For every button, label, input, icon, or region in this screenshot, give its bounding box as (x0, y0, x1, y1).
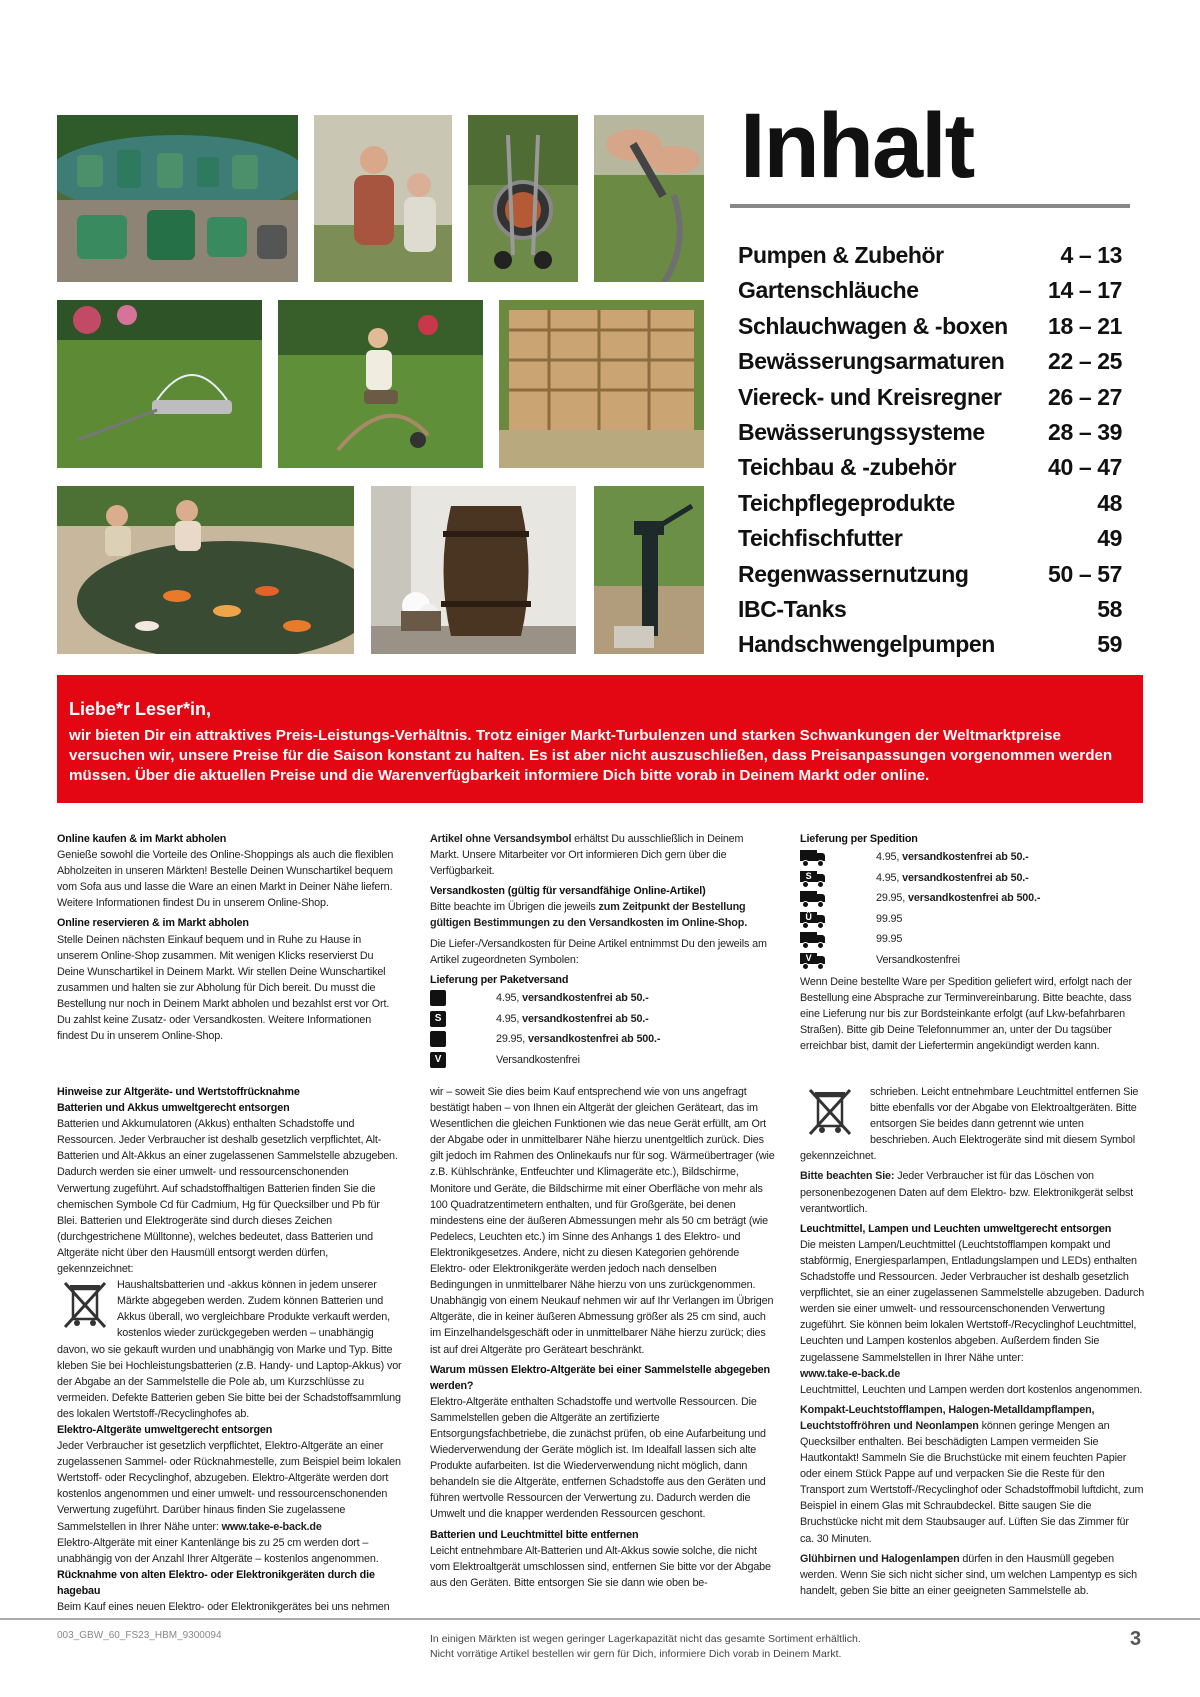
toc-entry-label: Regenwassernutzung (738, 560, 969, 587)
section-heading: Batterien und Akkus umweltgerecht entsorgen (57, 1102, 290, 1115)
section-heading: Elektro-Altgeräte umweltgerecht entsorgen (57, 1423, 273, 1436)
truck-pallet-icon (800, 931, 826, 947)
freight-option: 29.95, versandkostenfrei ab 500.- (800, 888, 1145, 909)
banner-text: wir bieten Dir ein attraktives Preis-Leistungs-Verhältnis. Trotz einiger Markt-Turbulenzen und starken Schwankungen der Weltmarktpreise versuchen wir, unsere Preise für die Saison konstant zu halten. Es ist aber nicht auszuschließen, dass Preisanpassungen vorgenommen werden müssen. Über die aktuellen Preise und die Warenverfügbarkeit informiere Dich bitte vorab in Deinem Markt oder online. (69, 727, 1113, 784)
parcel-option: S 4.95, versandkostenfrei ab 50.- (430, 1008, 775, 1029)
toc-entry-pages: 59 (1097, 631, 1122, 658)
toc-entry[interactable] (738, 384, 1122, 419)
section-heading: Batterien und Leuchtmittel bitte entfernen (430, 1528, 639, 1541)
section-text: Artikel ohne Versandsymbol erhältst Du ausschließlich in Deinem Markt. Unsere Mitarbeiter vor Ort informieren Dich gern über die Verfügbarkeit. (430, 833, 744, 878)
toc-entry-pages: 48 (1097, 489, 1122, 516)
footer-code: 003_GBW_60_FS23_HBM_9300094 (57, 1630, 222, 1641)
toc-entry-pages: 50 – 57 (1048, 560, 1122, 587)
reader-notice-banner (57, 675, 1143, 803)
disposal-column-3 (800, 1084, 1145, 1599)
photo-family-garden-hose (314, 115, 452, 282)
toc-entry-label: Teichbau & -zubehör (738, 454, 957, 481)
toc-entry[interactable] (738, 348, 1122, 383)
footer-note-line: In einigen Märkten ist wegen geringer Lagerkapazität nicht das gesamte Sortiment erhältlich. (430, 1633, 861, 1645)
photo-rain-barrel (371, 486, 576, 654)
truck-icon (800, 849, 826, 865)
toc-entry[interactable] (738, 242, 1122, 277)
toc-entry[interactable] (738, 490, 1122, 525)
section-text: Elektro-Altgeräte mit einer Kantenlänge bis zu 25 cm werden dort – unabhängig von der Anzahl Ihrer Altgeräte – kostenlos angenommen. (57, 1536, 379, 1565)
banner-greeting: Liebe*r Leser*in, (69, 699, 212, 719)
crossed-out-bin-icon (61, 1279, 109, 1331)
footer-divider (0, 1618, 1200, 1620)
section-text: Leuchtmittel, Leuchten und Lampen werden dort kostenlos angenommen. (800, 1383, 1143, 1396)
toc-entry-label: Pumpen & Zubehör (738, 242, 944, 268)
photo-children-koi-pond (57, 486, 354, 654)
toc-entry[interactable] (738, 419, 1122, 454)
section-text: Die meisten Lampen/Leuchtmittel (Leuchtstofflampen kompakt und stabförmig, Energiesparlampen, Entladungslampen und LEDs) enthalten Schadstoffe und Ressourcen. Jeder Verbraucher ist deshalb gesetzlich verpflichtet, sie an einer zugelassenen Sammelstelle abzugeben. Dadurch werden sie einer umwelt- und ressourcenschonenden Verwertung zugeführt. Sie können beim lokalen Wertstoff-/Recyclinghof Leuchtmittel, Leuchten und Lampen kostenlos abgeben. Außerdem finden Sie zugelassene Sammelstellen in Ihrer Nähe unter: (800, 1238, 1145, 1364)
section-text: Die Liefer-/Versandkosten für Deine Artikel entnimmst Du den jeweils am Artikel zugeordneten Symbolen: (430, 937, 767, 966)
footer-note-line: Nicht vorrätige Artikel bestellen wir gern für Dich, informiere Dich vorab in Deinem Markt. (430, 1648, 842, 1660)
toc-entry-pages: 4 – 13 (1060, 242, 1122, 268)
toc-entry-label: Viereck- und Kreisregner (738, 383, 1002, 410)
section-text: Beim Kauf eines neuen Elektro- oder Elektronikgerätes bei uns nehmen (57, 1601, 390, 1613)
toc-entry-pages: 18 – 21 (1048, 312, 1122, 339)
parcel-s-icon: S (430, 1011, 446, 1027)
info-column-freight (800, 831, 1145, 1055)
photo-hands-hose-nozzle (594, 115, 704, 282)
truck-large-icon (800, 890, 826, 906)
section-text: Haushaltsbatterien und -akkus können in jedem unserer Märkte abgegeben werden. Zudem können Batterien und Akkus überall, wo vergleichbare Produkte verkauft werden, kostenlos wieder zurückgegeben werden – unabhängig davon, wo sie gekauft wurden und unabhängig von Marke und Typ. Bitte kleben Sie bei Hochleistungsbatterien (z.B. Handy- und Laptop-Akkus) vor der Abgabe an der Sammelstelle die Pole ab, um Kurzschlüsse zu vermeiden. Defekte Batterien geben Sie bitte bei der Schadstoffsammlung des lokalen Wertstoff-/Recyclinghofes ab. (57, 1279, 402, 1420)
section-text: Elektro-Altgeräte enthalten Schadstoffe und wertvolle Ressourcen. Die Sammelstellen geben die Altgeräte an zertifizierte Entsorgungsfachbetriebe, die zunächst prüfen, ob eine Aufarbeitung und Wiederverwendung der Geräte möglich ist. Im Idealfall lassen sich alte Produkte aufarbeiten. Ist die Wiederverwendung nicht möglich, dann behandeln sie die Altgeräte, entfernen Schadstoffe aus den Geräten und führen wertvolle Ressourcen der Verwertung zu. Dadurch werden die Umwelt und die knapper werdenden Ressourcen geschont. (430, 1395, 766, 1521)
disposal-column-2 (430, 1084, 775, 1591)
info-column-pickup (57, 831, 402, 1044)
truck-u-icon: Ü (800, 911, 826, 927)
section-heading: Online kaufen & im Markt abholen (57, 833, 227, 845)
footer-note (430, 1632, 861, 1662)
toc-entry[interactable] (738, 631, 1122, 666)
section-text: Leicht entnehmbare Alt-Batterien und Alt-Akkus sowie solche, die nicht vom Elektroaltgerät umschlossen sind, entfernen Sie bitte vor der Abgabe aus den Geräten. Bitte entsorgen Sie sie dann wie oben be- (430, 1544, 771, 1589)
title-divider (730, 204, 1130, 208)
toc-entry-label: Teichpflegeprodukte (738, 489, 955, 516)
toc-entry-pages: 28 – 39 (1048, 418, 1122, 445)
section-text: wir – soweit Sie dies beim Kauf entsprechend wie von uns angefragt bestätigt haben – von Ihnen ein Altgerät der gleichen Geräteart, das im Wesentlichen die gleichen Funktionen wie das neue Gerät erfüllt, am Ort der Abgabe oder in unmittelbarer Nähe hierzu unentgeltlich zurück. Dies gilt jedoch im Rahmen des Onlinekaufs nur für sog. Wärmeübertrager (wie z.B. Kühlschränke, Entfeuchter und Klimageräte etc.), Bildschirme, Monitore und Geräte, die Bildschirme mit einer Oberfläche von mehr als 100 Quadratzentimetern enthalten, und für Großgeräte, bei denen mindestens eine der äußeren Abmessungen mehr als 50 cm beträgt (wie Pedelecs, Leuchten etc.) im Sinne des Anhangs 1 des Elektro- und Elektronikgesetzes. Andere, nicht zu diesen Kategorien gehörende Elektro- oder Elektronikgeräte werden jedoch nach denselben Bedingungen in unmittelbarer Nähe hierzu von uns zurückgenommen. Unabhängig von einem Neukauf nehmen wir auf Ihr Verlangen im Übrigen Altgeräte, die in keiner äußeren Abmessung größer als 25 cm sind, auch im Einzelhandelsgeschäft oder in unmittelbarer Nähe hierzu zurück; dies ist auf drei Altgeräte pro Geräteart beschränkt. (430, 1086, 775, 1356)
section-heading: Hinweise zur Altgeräte- und Wertstoffrücknahme (57, 1086, 300, 1098)
section-heading: Rücknahme von alten Elektro- oder Elektronikgeräten durch die hagebau (57, 1568, 375, 1597)
truck-s-icon: S (800, 870, 826, 886)
section-heading: Lieferung per Paketversand (430, 973, 569, 986)
photo-hand-pump (594, 486, 704, 654)
photo-oscillating-sprinkler (57, 300, 262, 468)
section-text: Genieße sowohl die Vorteile des Online-Shoppings als auch die flexiblen Abholzeiten in unseren Märkten! Bestelle Deinen Wunschartikel bequem vom Sofa aus und lasse die Ware an einen Markt in Deiner Nähe liefern. Weitere Informationen findest Du in unserem Online-Shop. (57, 849, 394, 910)
toc-entry-label: Schlauchwagen & -boxen (738, 312, 1008, 339)
toc-entry-label: Gartenschläuche (738, 277, 919, 304)
table-of-contents (738, 242, 1122, 667)
photo-pumps-at-pond (57, 115, 298, 282)
toc-entry[interactable] (738, 277, 1122, 312)
freight-option: 99.95 (800, 929, 1145, 950)
toc-entry-label: Handschwengelpumpen (738, 631, 995, 658)
toc-entry-label: Bewässerungsarmaturen (738, 348, 1005, 375)
parcel-bulky-icon (430, 1031, 446, 1047)
photo-woman-lawn-sprinkler (278, 300, 483, 468)
freight-option: V Versandkostenfrei (800, 950, 1145, 971)
take-e-back-link[interactable]: www.take-e-back.de (221, 1520, 322, 1533)
section-text: schrieben. Leicht entnehmbare Leuchtmittel entfernen Sie bitte ebenfalls vor der Abgabe von Elektroaltgeräten. Bitte entsorgen Sie beides dann getrennt wie unten beschrieben. Auch Elektrogeräte sind mit diesem Symbol gekennzeichnet. (800, 1086, 1139, 1163)
toc-entry-pages: 40 – 47 (1048, 454, 1122, 481)
toc-entry-label: IBC-Tanks (738, 595, 847, 622)
section-text: Stelle Deinen nächsten Einkauf bequem und in Ruhe zu Hause in unserem Online-Shop zusammen. Mit wenigen Klicks reservierst Du Deine Wunschartikel in Deinem Markt. Wir stellen Deine Wunschartikel zusammen und halten sie zur Abholung für Dich bereit. Du musst die Bestellung nur noch in Deinem Markt abholen und bezahlst erst vor Ort. Du zahlst keine Zusatz- oder Versandkosten. Weitere Informationen findest Du in unserem Online-Shop. (57, 933, 390, 1043)
section-text: Jeder Verbraucher ist gesetzlich verpflichtet, Elektro-Altgeräte an einer zugelassenen Sammel- oder Rücknahmestelle, zum Beispiel beim lokalen Wertstoff- oder Recyclinghof, abzugeben. Elektro-Altgeräte werden dort kostenlos angenommen und einer umwelt- und ressourcenschonenden Verwertung zugeführt. Darüber hinaus finden Sie zugelassene Sammelstellen in Ihrer Nähe unter: www.take-e-back.de (57, 1440, 401, 1533)
section-heading: Lieferung per Spedition (800, 833, 918, 845)
photo-wooden-trellis-fence (499, 300, 704, 468)
toc-entry[interactable] (738, 525, 1122, 560)
section-heading: Warum müssen Elektro-Altgeräte bei einer Sammelstelle abgegeben werden? (430, 1363, 770, 1392)
freight-option: S 4.95, versandkostenfrei ab 50.- (800, 868, 1145, 889)
parcel-icon (430, 990, 446, 1006)
toc-entry-label: Teichfischfutter (738, 525, 903, 552)
freight-option: Ü 99.95 (800, 909, 1145, 930)
section-text: Glühbirnen und Halogenlampen dürfen in den Hausmüll gegeben werden. Wenn Sie sich nicht sicher sind, um welchen Lampentyp es sich handelt, geben Sie bitte an einer geeigneten Sammelstelle ab. (800, 1552, 1137, 1597)
disposal-column-1 (57, 1084, 402, 1615)
parcel-v-icon: V (430, 1052, 446, 1068)
toc-entry[interactable] (738, 454, 1122, 489)
section-heading: Online reservieren & im Markt abholen (57, 917, 249, 930)
toc-entry[interactable] (738, 596, 1122, 631)
freight-option: 4.95, versandkostenfrei ab 50.- (800, 847, 1145, 868)
toc-entry-pages: 14 – 17 (1048, 277, 1122, 304)
section-text: Bitte beachten Sie: Jeder Verbraucher ist für das Löschen von personenbezogenen Daten auf dem Elektro- bzw. Elektronikgerät selbst verantwortlich. (800, 1170, 1134, 1215)
section-heading: Leuchtmittel, Lampen und Leuchten umweltgerecht entsorgen (800, 1222, 1112, 1235)
photo-hose-reel-cart (468, 115, 578, 282)
section-text: Bitte beachte im Übrigen die jeweils zum Zeitpunkt der Bestellung gültigen Bestimmungen zu den Versandkosten im Online-Shop. (430, 901, 748, 930)
page-title: Inhalt (740, 95, 974, 197)
toc-entry-pages: 26 – 27 (1048, 383, 1122, 410)
toc-entry-label: Bewässerungssysteme (738, 418, 985, 445)
toc-entry-pages: 49 (1097, 525, 1122, 552)
section-heading: Versandkosten (gültig für versandfähige Online-Artikel) (430, 885, 706, 898)
crossed-out-bin-icon (806, 1086, 854, 1138)
section-text: Kompakt-Leuchtstofflampen, Halogen-Metalldampflampen, Leuchtstoffröhren und Neonlampen können geringe Mengen an Quecksilber enthalten. Bei beschädigten Lampen vermeiden Sie Hautkontakt! Sammeln Sie die Bruchstücke mit einem feuchten Papier oder einem Stück Pappe auf und verpacken Sie die Reste für den Transport zum Wertstoff-/Recyclinghof oder Schadstoffmobil luftdicht, zum Beispiel in einem Glas mit Schraubdeckel. Bitte saugen Sie die Bruchstücke nicht mit dem Staubsauger auf. Lüften Sie das Zimmer für ca. 30 Minuten. (800, 1403, 1144, 1545)
parcel-option: 4.95, versandkostenfrei ab 50.- (430, 988, 775, 1009)
toc-entry-pages: 58 (1097, 595, 1122, 622)
toc-entry[interactable] (738, 561, 1122, 596)
toc-entry-pages: 22 – 25 (1048, 348, 1122, 375)
info-column-shipping (430, 831, 775, 1070)
toc-entry[interactable] (738, 313, 1122, 348)
page-number: 3 (1130, 1628, 1142, 1650)
truck-v-icon: V (800, 952, 826, 968)
section-text: Batterien und Akkumulatoren (Akkus) enthalten Schadstoffe und Ressourcen. Jeder Verbraucher ist deshalb gesetzlich verpflichtet, Alt-Batterien und Alt-Akkus an einer zugelassenen Sammelstelle abzugeben. Dadurch werden sie einer umwelt- und ressourcenschonenden Verwertung zugeführt. Auf schadstoffhaltigen Batterien finden Sie die chemischen Symbole Cd für Cadmium, Hg für Quecksilber und Pb für Blei. Batterien und Elektrogeräte sind durch dieses Zeichen (durchgestrichene Mülltonne), welches bedeutet, dass Batterien und Altgeräte nicht über den Hausmüll entsorgt werden dürfen, gekennzeichnet: (57, 1118, 398, 1276)
parcel-option: 29.95, versandkostenfrei ab 500.- (430, 1029, 775, 1050)
parcel-option: V Versandkostenfrei (430, 1049, 775, 1070)
section-text: Wenn Deine bestellte Ware per Spedition geliefert wird, erfolgt nach der Bestellung eine Absprache zur Terminvereinbarung. Bitte beachte, dass eine Lieferung nur bis zur Bordsteinkante erfolgt (auf Lkw-befahrbaren Straßen). Bitte gib Deine Telefonnummer an, unter der Du tagsüber erreichbar bist, damit der Liefertermin angekündigt werden kann. (800, 976, 1132, 1053)
take-e-back-link[interactable]: www.take-e-back.de (800, 1367, 901, 1380)
